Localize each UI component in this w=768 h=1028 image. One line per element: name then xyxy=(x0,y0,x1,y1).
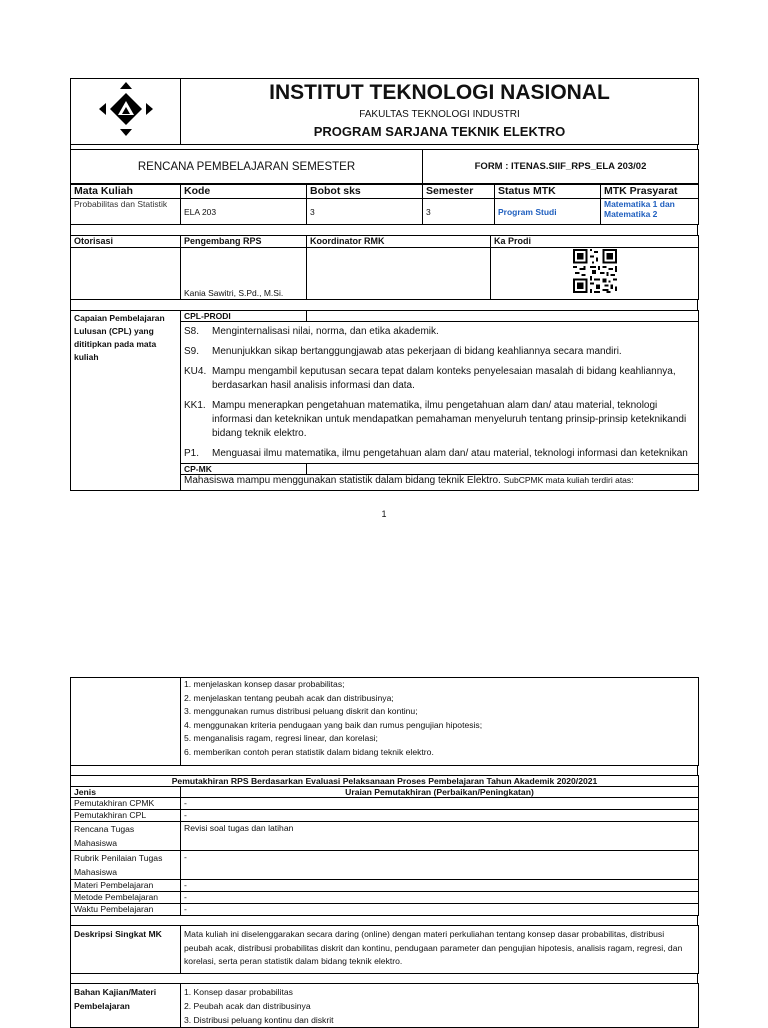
course-name: Probabilitas dan Statistik xyxy=(71,199,181,225)
course-status: Program Studi xyxy=(495,199,601,225)
cpl-item: S8. Menginternalisasi nilai, norma, dan etika akademik. xyxy=(184,326,439,337)
table-row: Rubrik Penilaian Tugas Mahasiswa - xyxy=(71,851,699,880)
title-table xyxy=(70,149,699,184)
qr-code-icon xyxy=(573,249,617,293)
list-item: 6. memberikan contoh peran statistik dalam bidang teknik elektro. xyxy=(184,746,434,757)
cpl-item: KU4. Mampu mengambil keputusan secara tepat dalam konteks penyelesaian masalah di bidang keahliannya, berdasarkan hasil analisis informasi dan data. xyxy=(184,366,676,391)
program-name: PROGRAM SARJANA TEKNIK ELEKTRO xyxy=(313,124,566,139)
developer-name: Kania Sawitri, S.Pd., M.Si. xyxy=(181,248,307,300)
auth-kaprodi-label: Ka Prodi xyxy=(491,236,699,248)
col-bobot-sks: Bobot sks xyxy=(307,185,423,199)
col-semester: Semester xyxy=(423,185,495,199)
table-row: Pemutakhiran CPL - xyxy=(71,810,699,822)
update-title: Pemutakhiran RPS Berdasarkan Evaluasi Pelaksanaan Proses Pembelajaran Tahun Akademik 2020/2021 xyxy=(71,776,699,787)
header-table xyxy=(70,78,699,145)
cpl-table xyxy=(70,310,699,491)
update-col-jenis: Jenis xyxy=(71,787,181,798)
desc-label: Deskripsi Singkat MK xyxy=(71,926,181,974)
subcpmk-list xyxy=(181,678,699,766)
list-item: 2. menjelaskan tentang peubah acak dan distribusinya; xyxy=(184,692,394,703)
table-row: Pemutakhiran CPMK - xyxy=(71,798,699,810)
list-item: 4. menggunakan kriteria pendugaan yang baik dan rumus pengujian hipotesis; xyxy=(184,719,483,730)
doc-title: RENCANA PEMBELAJARAN SEMESTER xyxy=(71,150,423,184)
page-2 xyxy=(70,677,698,1028)
col-mata-kuliah: Mata Kuliah xyxy=(71,185,181,199)
course-sks: 3 xyxy=(307,199,423,225)
cpmk-label: CP-MK xyxy=(181,464,307,475)
table-row: Waktu Pembelajaran - xyxy=(71,904,699,916)
list-item: 5. menganalisis ragam, regresi linear, dan korelasi; xyxy=(184,733,378,743)
auth-table xyxy=(70,235,699,300)
course-code: ELA 203 xyxy=(181,199,307,225)
col-mtk-prasyarat: MTK Prasyarat xyxy=(601,185,699,199)
cpmk-text: Mahasiswa mampu menggunakan statistik dalam bidang teknik Elektro. SubCPMK mata kuliah terdiri atas: xyxy=(181,475,699,491)
col-kode: Kode xyxy=(181,185,307,199)
bahan-label: Bahan Kajian/Materi Pembelajaran xyxy=(71,983,181,1027)
cpl-item: S9. Menunjukkan sikap bertanggungjawab atas pekerjaan di bidang keahliannya secara mandiri. xyxy=(184,346,622,357)
cpl-label: Capaian Pembelajaran Lulusan (CPL) yang dititipkan pada mata kuliah xyxy=(71,311,181,491)
cpl-list xyxy=(181,322,699,464)
table-row: Metode Pembelajaran - xyxy=(71,892,699,904)
bahan-table xyxy=(70,983,699,1028)
logo-cell xyxy=(71,79,181,145)
subcpmk-table xyxy=(70,677,699,766)
cpl-item: P1. Menguasai ilmu matematika, ilmu pengetahuan alam dan/ atau material, teknologi informasi dan keteknikan xyxy=(184,448,688,459)
auth-developer-label: Pengembang RPS xyxy=(181,236,307,248)
list-item: 1. Konsep dasar probabilitas xyxy=(184,986,293,997)
list-item: 2. Peubah acak dan distribusinya xyxy=(184,1000,311,1011)
col-status-mtk: Status MTK xyxy=(495,185,601,199)
list-item: 1. menjelaskan konsep dasar probabilitas; xyxy=(184,679,345,689)
page-number: 1 xyxy=(381,509,387,519)
list-item: 3. menggunakan rumus distribusi peluang diskrit dan kontinu; xyxy=(184,706,418,716)
desc-table xyxy=(70,925,699,974)
auth-label: Otorisasi xyxy=(71,236,181,248)
faculty-name: FAKULTAS TEKNOLOGI INDUSTRI xyxy=(359,109,520,120)
institute-name: INSTITUT TEKNOLOGI NASIONAL xyxy=(269,81,610,104)
form-code: FORM : ITENAS.SIIF_RPS_ELA 203/02 xyxy=(423,150,699,184)
table-row: Rencana Tugas Mahasiswa Revisi soal tugas dan latihan xyxy=(71,822,699,851)
bahan-list xyxy=(181,983,699,1027)
auth-coordinator-label: Koordinator RMK xyxy=(307,236,491,248)
update-table xyxy=(70,775,699,916)
itenas-logo xyxy=(96,79,156,139)
list-item: 3. Distribusi peluang kontinu dan diskrit xyxy=(184,1014,334,1025)
update-col-uraian: Uraian Pemutakhiran (Perbaikan/Peningkatan) xyxy=(181,787,699,798)
course-semester: 3 xyxy=(423,199,495,225)
course-prereq: Matematika 1 dan Matematika 2 xyxy=(601,199,699,225)
table-row: Materi Pembelajaran - xyxy=(71,880,699,892)
desc-text: Mata kuliah ini diselenggarakan secara daring (online) dengan materi perkuliahan tentang konsep dasar probabilitas, distribusi peubah acak, distribusi probabilitas diskrit dan kontinu, pendugaan parameter dan pengujian hipotesis, analisis ragam, regresi, dan korelasi, serta peran statistik dalam bidang teknik elektro. xyxy=(181,926,699,974)
cpl-item: KK1. Mampu menerapkan pengetahuan matematika, ilmu pengetahuan alam dan/ atau material, teknologi informasi dan keteknikan untuk mendapatkan pemahaman menyeluruh tentang prinsip-prinsip keteknikandi bidang teknik elektro. xyxy=(184,400,687,439)
course-table xyxy=(70,184,699,225)
page-1 xyxy=(70,78,698,519)
cpl-prodi-label: CPL-PRODI xyxy=(181,311,307,322)
